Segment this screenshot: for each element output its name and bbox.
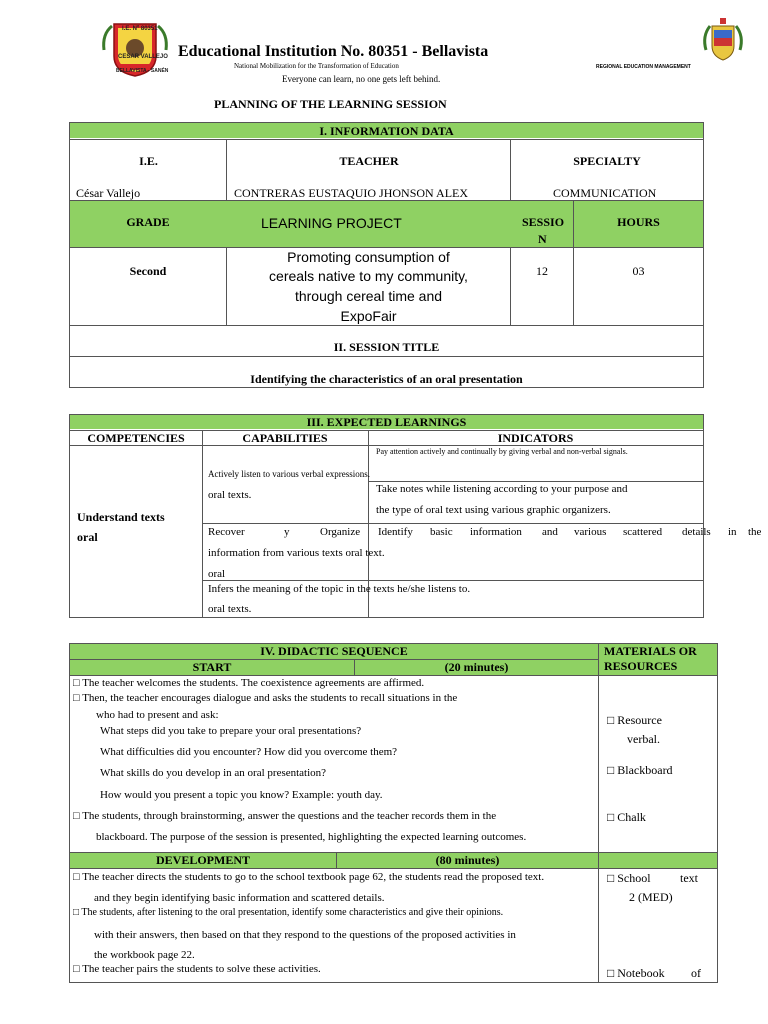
logo-text-top: I.E. Nº 80351 (122, 26, 158, 32)
project-line-3: through cereal time and (294, 288, 443, 304)
start-line-6: What skills do you develop in an oral presentation? (100, 767, 327, 779)
teacher-value: CONTRERAS EUSTAQUIO JHONSON ALEX (234, 186, 469, 200)
start-time: (20 minutes) (444, 660, 509, 674)
start-line-8: □ The students, through brainstorming, answer the questions and the teacher records them in the (73, 810, 497, 822)
col-ie: I.E. (139, 154, 158, 168)
materials-header-2: RESOURCES (604, 659, 678, 673)
project-line-4: ExpoFair (340, 308, 397, 324)
col-capabilities: CAPABILITIES (242, 431, 328, 445)
indicator-3-word: basic (430, 526, 453, 538)
capability-2a-2: y (284, 526, 290, 538)
competency-line-1: Understand texts (77, 510, 165, 524)
capability-1b: oral texts. (208, 489, 252, 501)
start-line-4: What steps did you take to prepare your oral presentations? (100, 725, 362, 737)
capability-1a: Actively listen to various verbal expressions. (208, 469, 370, 479)
dev-material-2: text (680, 871, 698, 885)
capability-2c: oral (208, 568, 226, 580)
competency-line-2: oral (77, 530, 98, 544)
start-label: START (192, 660, 232, 674)
regional-crest-logo (700, 16, 746, 62)
specialty-value: COMMUNICATION (553, 186, 657, 200)
grade-value: Second (129, 264, 167, 278)
dev-material-4: □ Notebook (607, 966, 665, 980)
start-material-1: □ Resource (607, 713, 662, 727)
capability-3a: Infers the meaning of the topic in the texts he/she listens to. (208, 583, 471, 595)
start-line-1: □ The teacher welcomes the students. The coexistence agreements are affirmed. (73, 677, 425, 689)
col-competencies: COMPETENCIES (87, 431, 185, 445)
capability-2b: information from various texts oral text. (208, 547, 385, 559)
indicator-3-word: various (574, 526, 607, 538)
indicator-3-word: scattered (623, 526, 663, 538)
dev-line-5: the workbook page 22. (94, 949, 195, 961)
indicator-3-word: and (542, 526, 558, 538)
start-line-7: How would you present a topic you know? Example: youth day. (100, 789, 383, 801)
indicator-3-word: in (728, 526, 737, 538)
ie-value: César Vallejo (76, 186, 141, 200)
header-subtitle: National Mobilization for the Transformation of Education (234, 62, 399, 70)
capability-3b: oral texts. (208, 603, 252, 615)
col-specialty: SPECIALTY (573, 154, 641, 168)
start-material-3: □ Blackboard (607, 763, 673, 777)
project-line-1: Promoting consumption of (287, 249, 450, 265)
indicator-3-word: details (682, 526, 711, 538)
indicator-1: Pay attention actively and continually by giving verbal and non-verbal signals. (376, 447, 628, 456)
col-session-a: SESSIO (522, 215, 565, 229)
project-line-2: cereals native to my community, (269, 268, 468, 284)
dev-line-6: □ The teacher pairs the students to solve these activities. (73, 963, 321, 975)
hours-value: 03 (632, 264, 645, 278)
regional-label: REGIONAL EDUCATION MANAGEMENT (596, 64, 691, 70)
start-line-2: □ Then, the teacher encourages dialogue and asks the students to recall situations in the (73, 692, 458, 704)
dev-line-2: and they begin identifying basic information and scattered details. (94, 892, 385, 904)
dev-line-1: □ The teacher directs the students to go to the school textbook page 62, the students read the proposed text. (73, 871, 545, 883)
col-hours: HOURS (617, 215, 660, 229)
col-session-b: N (538, 232, 547, 246)
session-title-value: Identifying the characteristics of an oral presentation (250, 372, 523, 386)
sequence-section-title: IV. DIDACTIC SEQUENCE (260, 644, 408, 658)
indicator-2a: Take notes while listening according to your purpose and (376, 483, 628, 495)
col-teacher: TEACHER (339, 154, 399, 168)
dev-material-3: 2 (MED) (629, 890, 673, 904)
document-title: PLANNING OF THE LEARNING SESSION (214, 97, 447, 111)
capability-2a-3: Organize (320, 526, 361, 538)
start-line-3: who had to present and ask: (96, 709, 219, 721)
indicator-3-word: information (470, 526, 522, 538)
dev-line-4: with their answers, then based on that they respond to the questions of the proposed activities in (94, 929, 516, 941)
development-label: DEVELOPMENT (155, 853, 250, 867)
logo-text-bottom: BELLAVISTA - SANÉN (116, 68, 169, 74)
start-line-9: blackboard. The purpose of the session is presented, highlighting the expected learning outcomes. (96, 831, 527, 843)
col-indicators: INDICATORS (497, 431, 574, 445)
school-name: Educational Institution No. 80351 - Bellavista (178, 43, 489, 60)
col-learning-project: LEARNING PROJECT (261, 215, 402, 231)
indicator-3-word: Identify (378, 526, 413, 538)
development-time: (80 minutes) (435, 853, 500, 867)
learnings-section-title: III. EXPECTED LEARNINGS (306, 415, 467, 429)
dev-material-5: of (691, 966, 701, 980)
dev-line-3: □ The students, after listening to the oral presentation, identify some characteristics and give their opinions. (73, 907, 504, 918)
session-value: 12 (536, 264, 548, 278)
indicator-3-word: the (748, 526, 762, 538)
session-title-label: II. SESSION TITLE (333, 340, 440, 354)
start-material-4: □ Chalk (607, 810, 646, 824)
indicator-2b: the type of oral text using various graphic organizers. (376, 504, 611, 516)
dev-material-1: □ School (607, 871, 651, 885)
logo-text-mid: CESAR VALLEJO (118, 54, 168, 60)
capability-2a-1: Recover (208, 526, 245, 538)
start-line-5: What difficulties did you encounter? How did you overcome them? (100, 746, 398, 758)
col-grade: GRADE (126, 215, 170, 229)
header-motto: Everyone can learn, no one gets left behind. (282, 74, 441, 84)
info-section-title: I. INFORMATION DATA (319, 124, 454, 138)
start-material-2: verbal. (627, 732, 660, 746)
materials-header-1: MATERIALS OR (604, 644, 697, 658)
development-materials-band (599, 853, 717, 868)
